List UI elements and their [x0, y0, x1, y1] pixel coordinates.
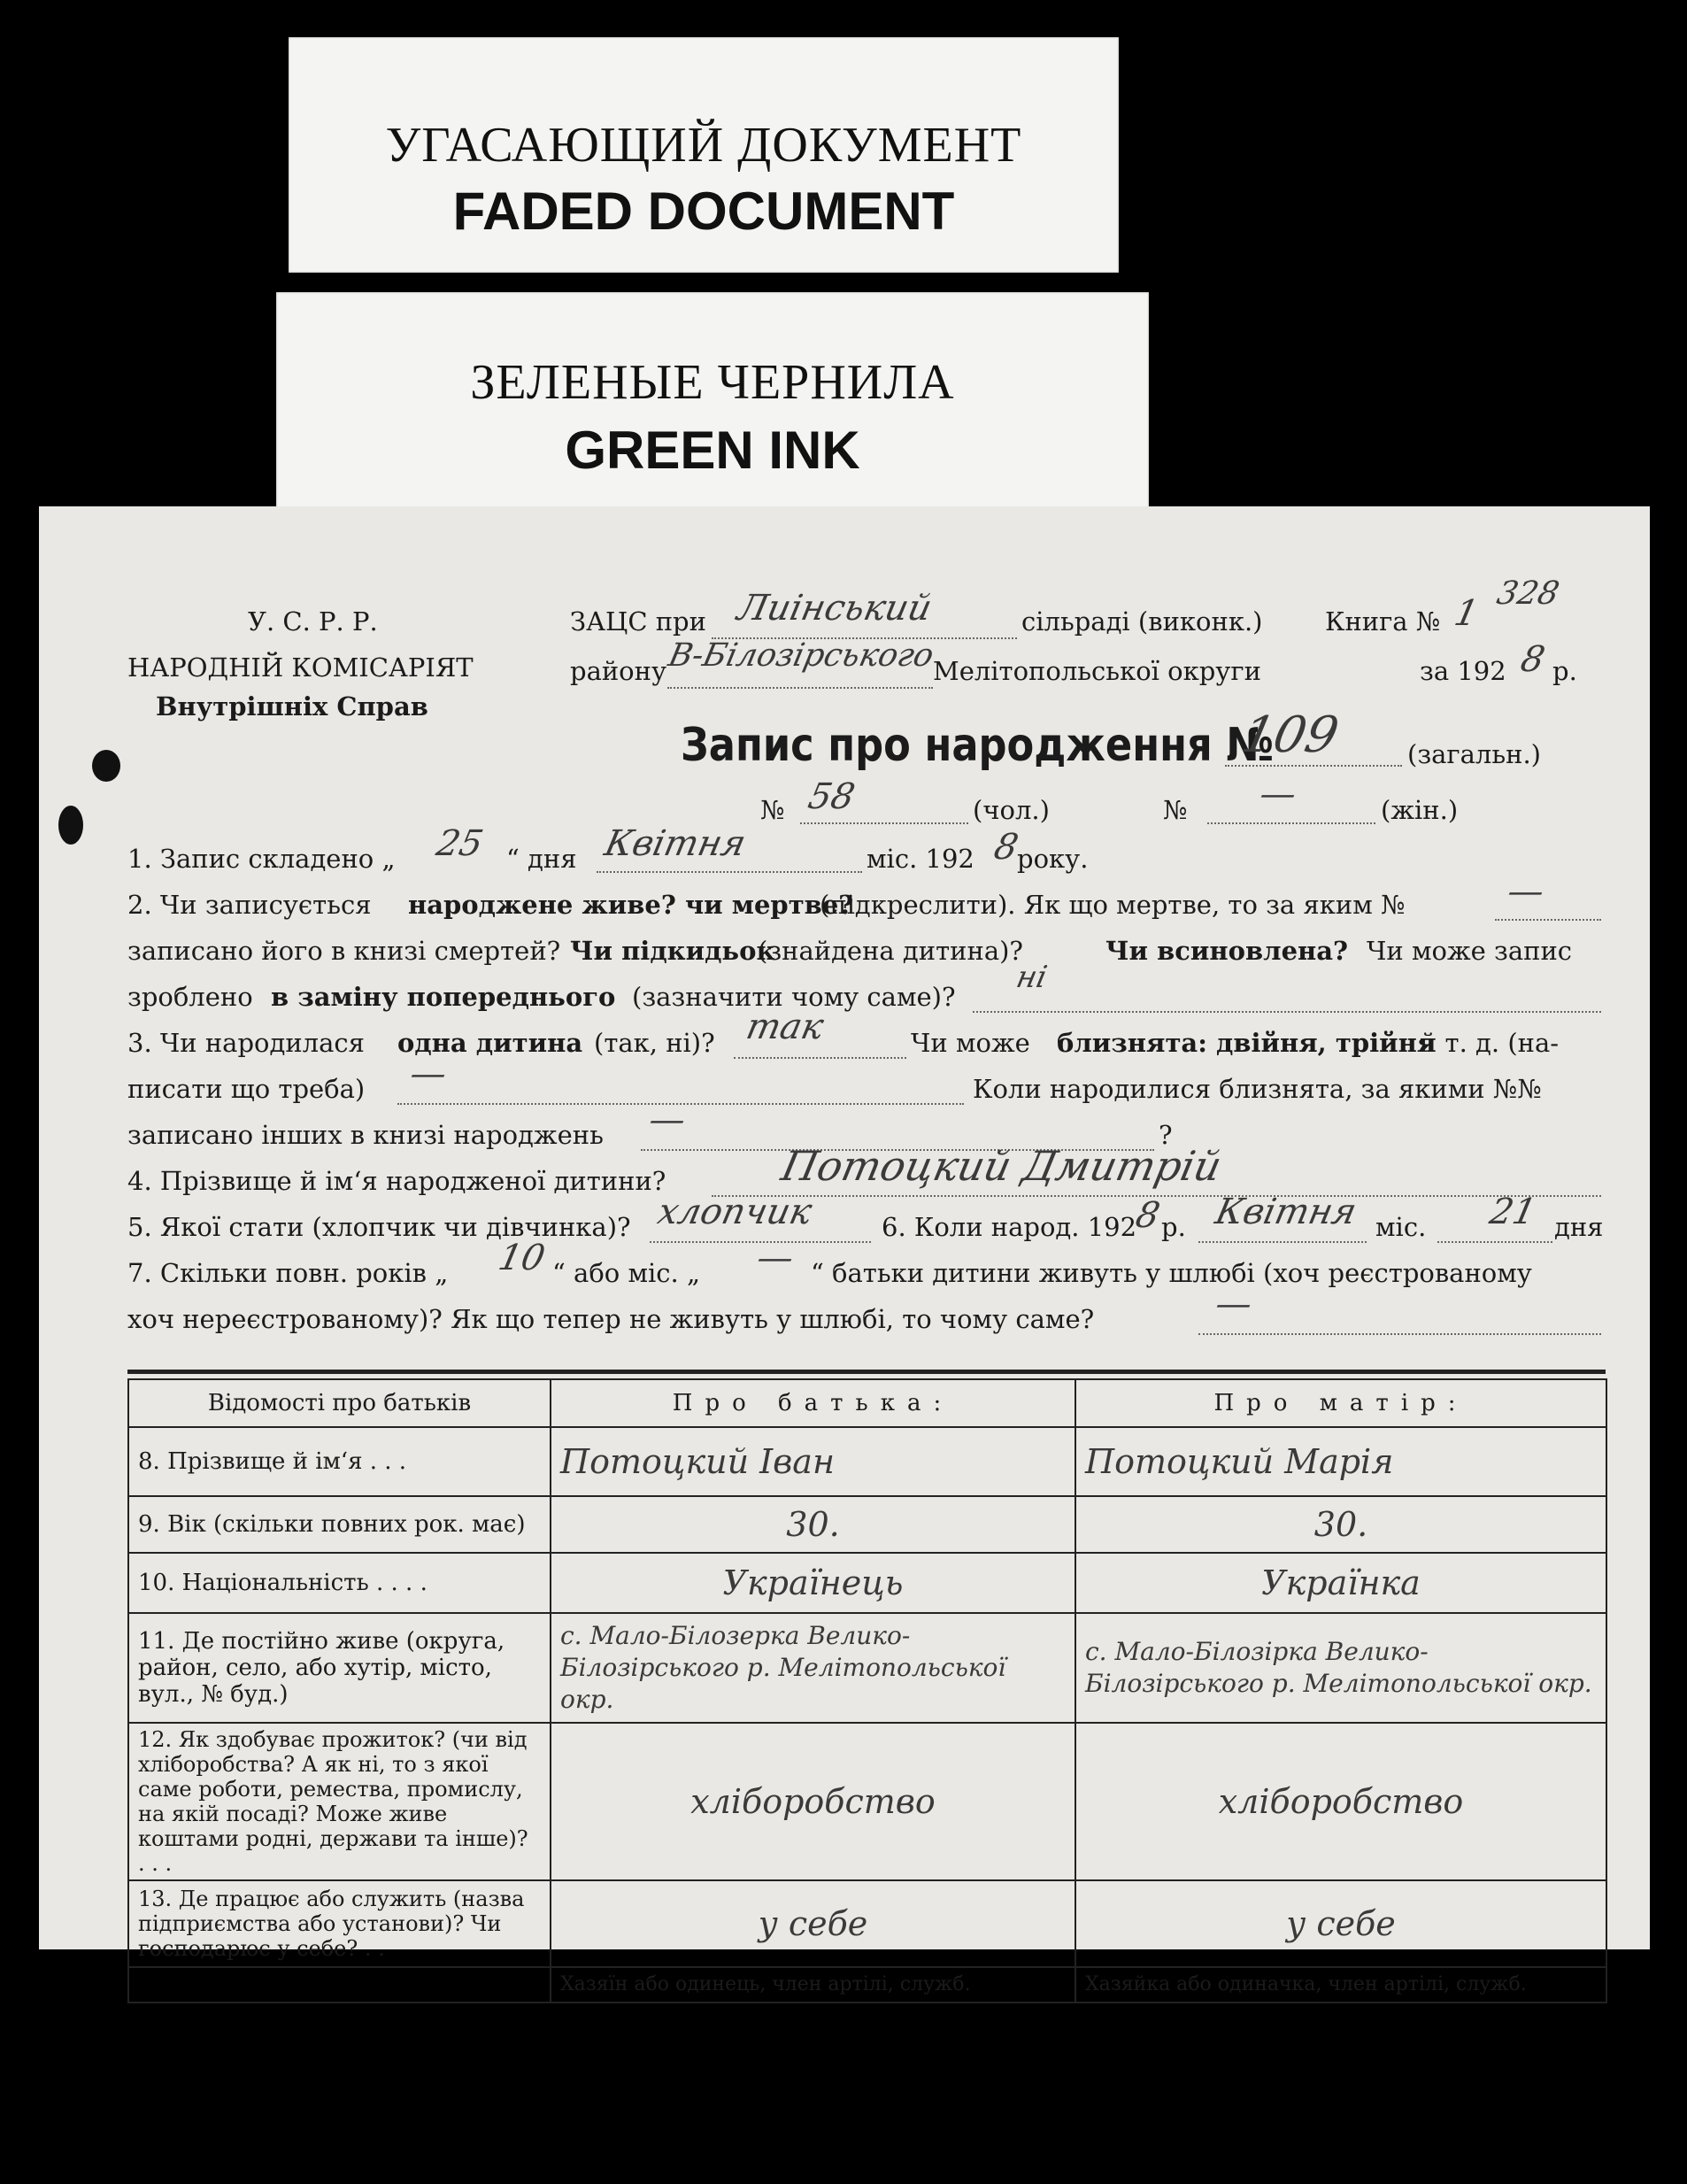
faded-label-en: FADED DOCUMENT [452, 181, 955, 241]
fill-line [1495, 919, 1601, 921]
item3-etc: й т. д. (на- [1420, 1028, 1560, 1058]
father-value: Українець [551, 1553, 1075, 1613]
item3-line2-a: писати що треба) [127, 1074, 366, 1104]
item7-or-months: “ або міс. „ [552, 1258, 701, 1288]
item7-line2: хоч нереєстрованому)? Як що тепер не живуть у шлюбі, то чому саме? [127, 1304, 1095, 1334]
fill-line [734, 1057, 906, 1059]
item1-label: 1. Запис складено „ [127, 844, 396, 874]
table-row [128, 1553, 1606, 1613]
item2-text: (підкреслити). Як що мертве, то за яким № [820, 890, 1406, 920]
row-label: 10. Національність . . . . [128, 1553, 551, 1613]
fill-line [1225, 765, 1402, 767]
header-ussr: У. С. Р. Р. [248, 606, 378, 637]
faded-document-label [289, 37, 1119, 273]
zhin-label: (жін.) [1381, 795, 1459, 825]
item6-day-handwritten: 21 [1486, 1192, 1540, 1232]
row-label: 13. Де працює або служить (назва підприємства або установи)? Чи господарює у себе? . . [128, 1880, 551, 1967]
okrugy-label: Мелітопольської округи [933, 656, 1261, 686]
zhin-number-handwritten: — [1256, 774, 1300, 814]
row-label: 12. Як здобуває прожиток? (чи від хліборобства? А як ні, то з якої саме роботи, ремества, промислу, на якій посаді? Може живе коштами родні, держави та інше)? . . . [128, 1723, 551, 1880]
item2-line3-a: зроблено [127, 982, 253, 1012]
ink-label-ru: ЗЕЛЕНЫЕ ЧЕРНИЛА [470, 355, 955, 410]
row-label: 9. Вік (скільки повних рок. має) [128, 1496, 551, 1553]
col-header-mother: Про матір: [1075, 1379, 1606, 1427]
item2-line3-b: в заміну попереднього [271, 982, 616, 1012]
zags-handwritten: Лиінський [734, 588, 936, 629]
no-label: № [1163, 795, 1188, 825]
record-number-handwritten: 109 [1236, 706, 1344, 764]
item1-day-handwritten: 25 [433, 823, 487, 864]
table-row [128, 1723, 1606, 1880]
item7-text: “ батьки дитини живуть у шлюбі (хоч реєстрованому [811, 1258, 1532, 1288]
col-header-father: Про батька: [551, 1379, 1075, 1427]
item2-handwritten: — [1504, 871, 1548, 912]
ink-label-en: GREEN INK [565, 421, 860, 480]
father-value: Потоцкий Іван [551, 1427, 1075, 1496]
table-row [128, 1967, 1606, 2003]
item2-bold: народжене живе? чи мертве? [408, 890, 854, 920]
fill-line [597, 871, 862, 873]
table-row [128, 1427, 1606, 1496]
row-label: 8. Прізвище й ім‘я . . . [128, 1427, 551, 1496]
mother-value: Хазяйка або одиначка, член артілі, служб. [1075, 1967, 1606, 2003]
item3-line3-a: записано інших в книзі народжень [127, 1120, 604, 1150]
parents-table [127, 1378, 1607, 2003]
item3-label: 3. Чи народилася [127, 1028, 365, 1058]
col-header-info: Відомості про батьків [128, 1379, 551, 1427]
table-top-rule [127, 1370, 1606, 1374]
birth-record-sheet [39, 506, 1650, 1995]
mother-value: хліборобство [1075, 1723, 1606, 1880]
green-ink-label [276, 292, 1149, 522]
table-row [128, 1496, 1606, 1553]
item2-label: 2. Чи записується [127, 890, 372, 920]
fill-line [1437, 1241, 1552, 1243]
mother-value: Потоцкий Марія [1075, 1427, 1606, 1496]
za-year-handwritten: 8 [1517, 639, 1549, 680]
item7-line2-handwritten: — [1212, 1284, 1256, 1324]
item2-line2-e: Чи може запис [1367, 936, 1573, 966]
record-title: Запис про народження № [681, 719, 1275, 772]
item3-line3-q: ? [1159, 1120, 1173, 1150]
item4-handwritten: Потоцкий Дмитрій [777, 1142, 1226, 1190]
raionu-label: району [570, 656, 667, 686]
za-year-label: за 192 [1420, 656, 1506, 686]
item5-handwritten: хлопчик [654, 1192, 816, 1232]
row-label [128, 1967, 551, 2003]
item3-bold: одна дитина [397, 1028, 583, 1058]
kniga-handwritten: 1 [1451, 593, 1483, 634]
table-header-row [128, 1379, 1606, 1427]
father-value: хліборобство [551, 1723, 1075, 1880]
no-label: № [760, 795, 785, 825]
fill-line [667, 687, 933, 689]
table-row [128, 1880, 1606, 1967]
item3-line2-b: Коли народилися близнята, за якими №№ [973, 1074, 1542, 1104]
item2-line2-b: Чи підкидьок [570, 936, 775, 966]
header-commissariat: НАРОДНІЙ КОМІСАРІЯТ [127, 652, 474, 683]
item3-line2-handwritten: — [406, 1053, 451, 1094]
father-value: с. Мало-Білозерка Велико-Білозірського р. Мелітопольської окр. [551, 1613, 1075, 1723]
fill-line [973, 1011, 1601, 1013]
item1-year-handwritten: 8 [990, 827, 1022, 868]
item3-text: (так, ні)? [594, 1028, 715, 1058]
row-label: 11. Де постійно живе (округа, район, село, або хутір, місто, вул., № буд.) [128, 1613, 551, 1723]
item1-year-label: міс. 192 [867, 844, 974, 874]
fill-line [1198, 1333, 1601, 1335]
mother-value: с. Мало-Білозірка Велико-Білозірського р. Мелітопольської окр. [1075, 1613, 1606, 1723]
item7-months-handwritten: — [753, 1238, 797, 1278]
item1-day-label: “ дня [506, 844, 577, 874]
item7-label: 7. Скільки повн. років „ [127, 1258, 449, 1288]
item6-year-handwritten: 8 [1132, 1195, 1164, 1236]
item7-years-handwritten: 10 [495, 1238, 549, 1278]
zags-label: ЗАЦС при [570, 606, 706, 637]
item2-line2-d: Чи всиновлена? [1105, 936, 1349, 966]
item6-label: 6. Коли народ. 192 [882, 1212, 1137, 1242]
fill-line [1207, 822, 1375, 824]
raionu-handwritten: В-Білозірського [665, 637, 937, 674]
item6-mis-label: міс. [1375, 1212, 1427, 1242]
faded-label-ru: УГАСАЮЩИЙ ДОКУМЕНТ [385, 118, 1022, 173]
punch-hole [92, 750, 120, 782]
mother-value: Українка [1075, 1553, 1606, 1613]
item3-handwritten: так [743, 1007, 828, 1047]
item2-line2-c: (знайдена дитина)? [758, 936, 1023, 966]
item3-twins: близнята: двійня, трійня [1057, 1028, 1437, 1058]
kniga-label: Книга № [1325, 606, 1441, 637]
table-row [128, 1613, 1606, 1723]
chol-number-handwritten: 58 [805, 776, 859, 817]
item1-month-handwritten: Квітня [601, 823, 750, 864]
fill-line [800, 822, 968, 824]
item6-dnya-label: дня [1554, 1212, 1604, 1242]
fill-line [1198, 1241, 1367, 1243]
item2-line3-handwritten: ні [1013, 960, 1051, 995]
item1-roku-label: року. [1017, 844, 1089, 874]
item6-month-handwritten: Квітня [1212, 1192, 1360, 1232]
punch-hole [58, 806, 83, 845]
corner-number-handwritten: 328 [1493, 575, 1563, 612]
father-value: 30. [551, 1496, 1075, 1553]
chol-label: (чол.) [973, 795, 1050, 825]
r-label: р. [1552, 656, 1577, 686]
item5-label: 5. Якої стати (хлопчик чи дівчинка)? [127, 1212, 631, 1242]
father-value: Хазяїн або одинець, член артілі, служб. [551, 1967, 1075, 2003]
item4-label: 4. Прізвище й ім‘я народженої дитини? [127, 1166, 666, 1196]
header-internal-affairs: Внутрішніх Справ [156, 691, 428, 722]
item2-line3-c: (зазначити чому саме)? [632, 982, 956, 1012]
silradi-label: сільраді (виконк.) [1021, 606, 1263, 637]
item3-chy-mozhe: Чи може [911, 1028, 1030, 1058]
item2-line2-a: записано його в книзі смертей? [127, 936, 561, 966]
item6-r-label: р. [1161, 1212, 1186, 1242]
father-value: у себе [551, 1880, 1075, 1967]
item3-line3-handwritten: — [645, 1100, 689, 1140]
mother-value: 30. [1075, 1496, 1606, 1553]
mother-value: у себе [1075, 1880, 1606, 1967]
zagaln-label: (загальн.) [1407, 739, 1541, 769]
